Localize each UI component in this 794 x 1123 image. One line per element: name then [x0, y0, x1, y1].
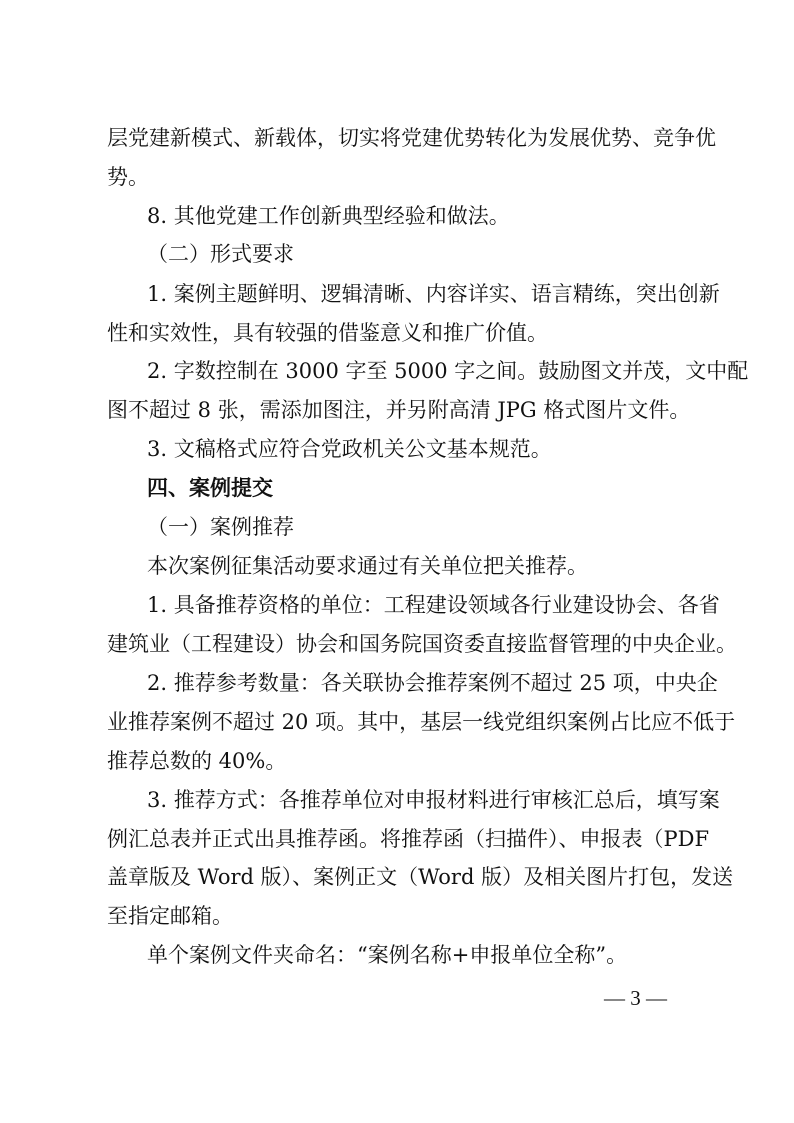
list-item-1: 1. 案例主题鲜明、逻辑清晰、内容详实、语言精练，突出创新 — [147, 282, 720, 306]
section-subheading: （二）形式要求 — [147, 242, 294, 266]
list-item-2: 2. 推荐参考数量：各关联协会推荐案例不超过 25 项，中央企 — [147, 671, 718, 695]
page-number: — 3 — — [604, 986, 667, 1010]
list-item-3: 3. 文稿格式应符合党政机关公文基本规范。 — [147, 437, 552, 461]
list-item-2: 2. 字数控制在 3000 字至 5000 字之间。鼓励图文并茂，文中配 — [147, 359, 749, 383]
list-item-3: 3. 推荐方式：各推荐单位对申报材料进行审核汇总后，填写案 — [147, 788, 720, 812]
section-subheading: （一）案例推荐 — [147, 515, 294, 539]
paragraph-line: 至指定邮箱。 — [107, 904, 233, 928]
section-heading: 四、案例提交 — [147, 476, 273, 500]
paragraph-line: 层党建新模式、新载体，切实将党建优势转化为发展优势、竞争优 — [107, 126, 716, 150]
paragraph-line: 势。 — [107, 165, 149, 189]
paragraph-line: 性和实效性，具有较强的借鉴意义和推广价值。 — [107, 321, 548, 345]
list-item-8: 8. 其他党建工作创新典型经验和做法。 — [147, 204, 510, 228]
paragraph-line: 推荐总数的 40%。 — [107, 749, 287, 773]
paragraph-line: 业推荐案例不超过 20 项。其中，基层一线党组织案例占比应不低于 — [107, 710, 736, 734]
paragraph-line: 盖章版及 Word 版）、案例正文（Word 版）及相关图片打包，发送 — [107, 865, 734, 889]
paragraph-line: 图不超过 8 张，需添加图注，并另附高清 JPG 格式图片文件。 — [107, 398, 691, 422]
list-item-1: 1. 具备推荐资格的单位：工程建设领域各行业建设协会、各省 — [147, 593, 720, 617]
paragraph-line: 单个案例文件夹命名：“案例名称+申报单位全称”。 — [147, 943, 628, 967]
paragraph-line: 本次案例征集活动要求通过有关单位把关推荐。 — [147, 554, 588, 578]
paragraph-line: 建筑业（工程建设）协会和国务院国资委直接监督管理的中央企业。 — [107, 632, 737, 656]
paragraph-line: 例汇总表并正式出具推荐函。将推荐函（扫描件）、申报表（PDF — [107, 827, 710, 851]
